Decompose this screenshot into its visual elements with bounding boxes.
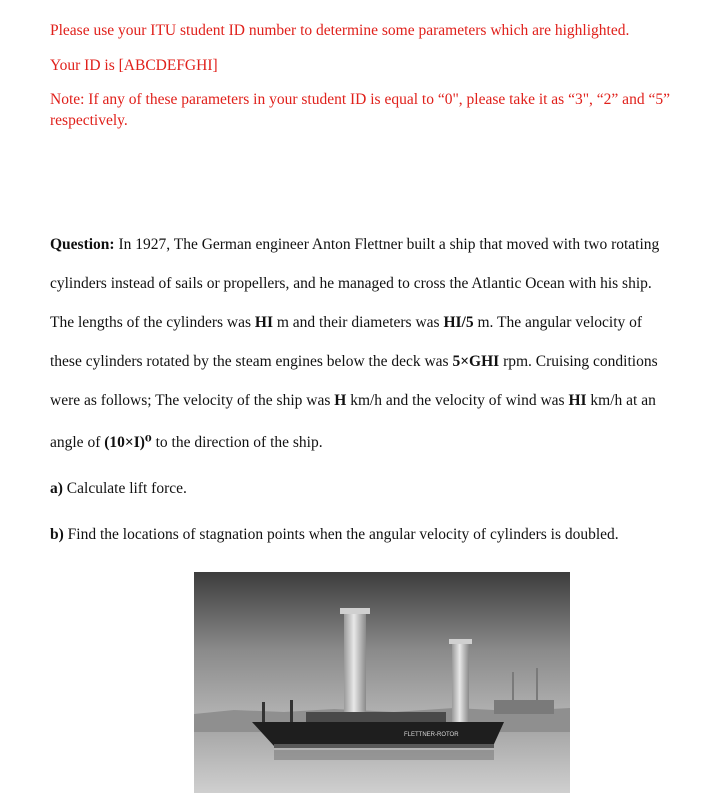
question-line-3 <box>50 314 642 332</box>
param-cylinder-diameter: HI/5 <box>443 314 474 331</box>
bow-staff <box>262 702 265 722</box>
param-angular-velocity: 5×GHI <box>452 353 500 370</box>
notice-line-1: Please use your ITU student ID number to determine some parameters which are highlighted. <box>50 22 630 39</box>
text: m. The angular velocity of <box>473 314 643 331</box>
param-wind-angle: (10×I)⁰ <box>104 434 152 451</box>
question-label: Question: <box>50 236 115 253</box>
text: m and their diameters was <box>272 314 444 331</box>
param-cylinder-length: HI <box>254 314 273 331</box>
text: The lengths of the cylinders was <box>50 314 255 331</box>
rear-rotor-cylinder <box>452 642 469 728</box>
student-id-line: Your ID is [ABCDEFGHI] <box>50 57 218 74</box>
mast <box>290 700 293 724</box>
note-text: Note: If any of these parameters in your student ID is equal to “0", please take it as “3", “2” and “5” respectively. <box>50 91 670 129</box>
ship-hull <box>252 722 504 746</box>
part-a <box>50 480 187 498</box>
text: angle of <box>50 434 105 451</box>
question-text-1: In 1927, The German engineer Anton Flettner built a ship that moved with two rotating <box>118 236 660 253</box>
text: rpm. Cruising conditions <box>499 353 658 370</box>
front-rotor-cap <box>340 608 370 614</box>
text: km/h at an <box>586 392 656 409</box>
text: these cylinders rotated by the steam engines below the deck was <box>50 353 453 370</box>
param-ship-velocity: H <box>334 392 347 409</box>
param-wind-velocity: HI <box>568 392 587 409</box>
question-line-4 <box>50 353 658 371</box>
part-a-label: a) <box>50 480 63 497</box>
rear-rotor-cap <box>449 639 472 644</box>
question-line-1 <box>50 236 659 254</box>
hull-lettering: FLETTNER-ROTOR <box>404 732 459 738</box>
text: to the direction of the ship. <box>151 434 323 451</box>
flettner-ship-photo <box>194 572 570 793</box>
question-line-2: cylinders instead of sails or propellers, and he managed to cross the Atlantic Ocean with his ship. <box>50 275 652 292</box>
front-rotor-cylinder <box>344 612 366 728</box>
part-a-text: Calculate lift force. <box>62 480 187 497</box>
text: km/h and the velocity of wind was <box>346 392 569 409</box>
waterline <box>274 744 494 748</box>
reflection <box>274 750 494 760</box>
part-b-text: Find the locations of stagnation points when the angular velocity of cylinders is doubled. <box>63 526 619 543</box>
text: were as follows; The velocity of the ship was <box>50 392 335 409</box>
question-line-5 <box>50 392 656 410</box>
part-b <box>50 526 619 544</box>
question-line-6 <box>50 432 323 452</box>
part-b-label: b) <box>50 526 64 543</box>
